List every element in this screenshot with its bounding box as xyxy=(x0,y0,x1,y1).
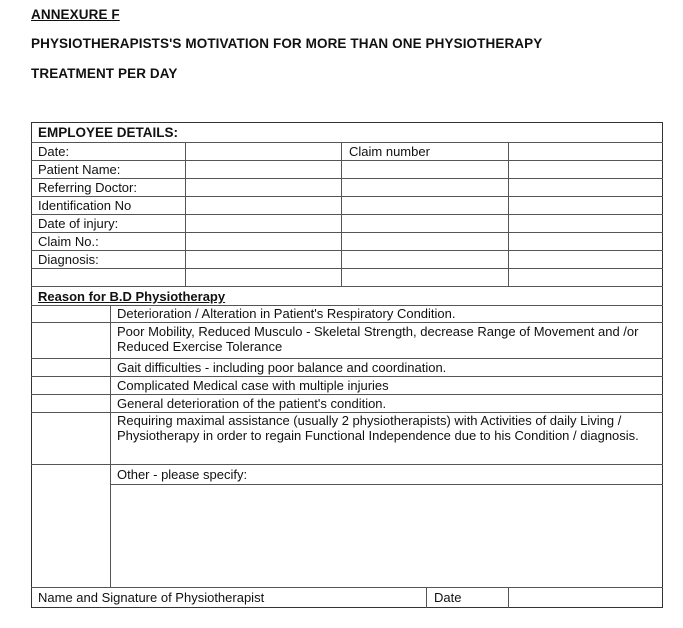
row-divider xyxy=(31,250,663,251)
reason-maximal-assistance: Requiring maximal assistance (usually 2 physiotherapists) with Activities of daily Living / Physiotherapy in order to regain Functional Independence due to his Condition / diagnosis. xyxy=(117,413,639,443)
form-title-line-2: TREATMENT PER DAY xyxy=(31,66,178,81)
row-divider xyxy=(31,394,663,395)
row-divider xyxy=(31,376,663,377)
column-divider xyxy=(341,142,342,286)
annexure-label: ANNEXURE F xyxy=(31,7,120,22)
claim-no-label: Claim No.: xyxy=(38,234,99,249)
row-divider xyxy=(31,587,663,588)
row-divider xyxy=(110,484,663,485)
date-label: Date: xyxy=(38,144,70,159)
reason-complicated-case: Complicated Medical case with multiple injuries xyxy=(117,378,389,393)
reason-other-specify: Other - please specify: xyxy=(117,467,248,482)
column-divider xyxy=(508,587,509,608)
row-divider xyxy=(31,464,663,465)
row-divider xyxy=(31,214,663,215)
employee-details-heading: EMPLOYEE DETAILS: xyxy=(38,125,179,140)
row-divider xyxy=(31,142,663,143)
signature-label: Name and Signature of Physiotherapist xyxy=(38,590,265,605)
identification-label: Identification No xyxy=(38,198,132,213)
reason-gait-difficulties: Gait difficulties - including poor balance and coordination. xyxy=(117,360,447,375)
footer-date-label: Date xyxy=(434,590,462,605)
reason-heading: Reason for B.D Physiotherapy xyxy=(38,289,226,304)
row-divider xyxy=(31,196,663,197)
row-divider xyxy=(31,286,663,287)
claim-number-label: Claim number xyxy=(349,144,430,159)
form-title-line-1: PHYSIOTHERAPISTS'S MOTIVATION FOR MORE THAN ONE PHYSIOTHERAPY xyxy=(31,36,543,51)
reason-general-deterioration: General deterioration of the patient's condition. xyxy=(117,396,387,411)
column-divider xyxy=(508,142,509,286)
reason-respiratory: Deterioration / Alteration in Patient's Respiratory Condition. xyxy=(117,306,456,321)
row-divider xyxy=(31,160,663,161)
column-divider xyxy=(110,305,111,587)
row-divider xyxy=(31,232,663,233)
row-divider xyxy=(31,268,663,269)
patient-name-label: Patient Name: xyxy=(38,162,121,177)
row-divider xyxy=(31,178,663,179)
row-divider xyxy=(31,358,663,359)
reason-poor-mobility: Poor Mobility, Reduced Musculo - Skeletal Strength, decrease Range of Movement and /or Reduced Exercise Tolerance xyxy=(117,324,639,354)
column-divider xyxy=(185,142,186,286)
row-divider xyxy=(31,322,663,323)
date-of-injury-label: Date of injury: xyxy=(38,216,119,231)
referring-doctor-label: Referring Doctor: xyxy=(38,180,137,195)
diagnosis-label: Diagnosis: xyxy=(38,252,99,267)
column-divider xyxy=(426,587,427,608)
